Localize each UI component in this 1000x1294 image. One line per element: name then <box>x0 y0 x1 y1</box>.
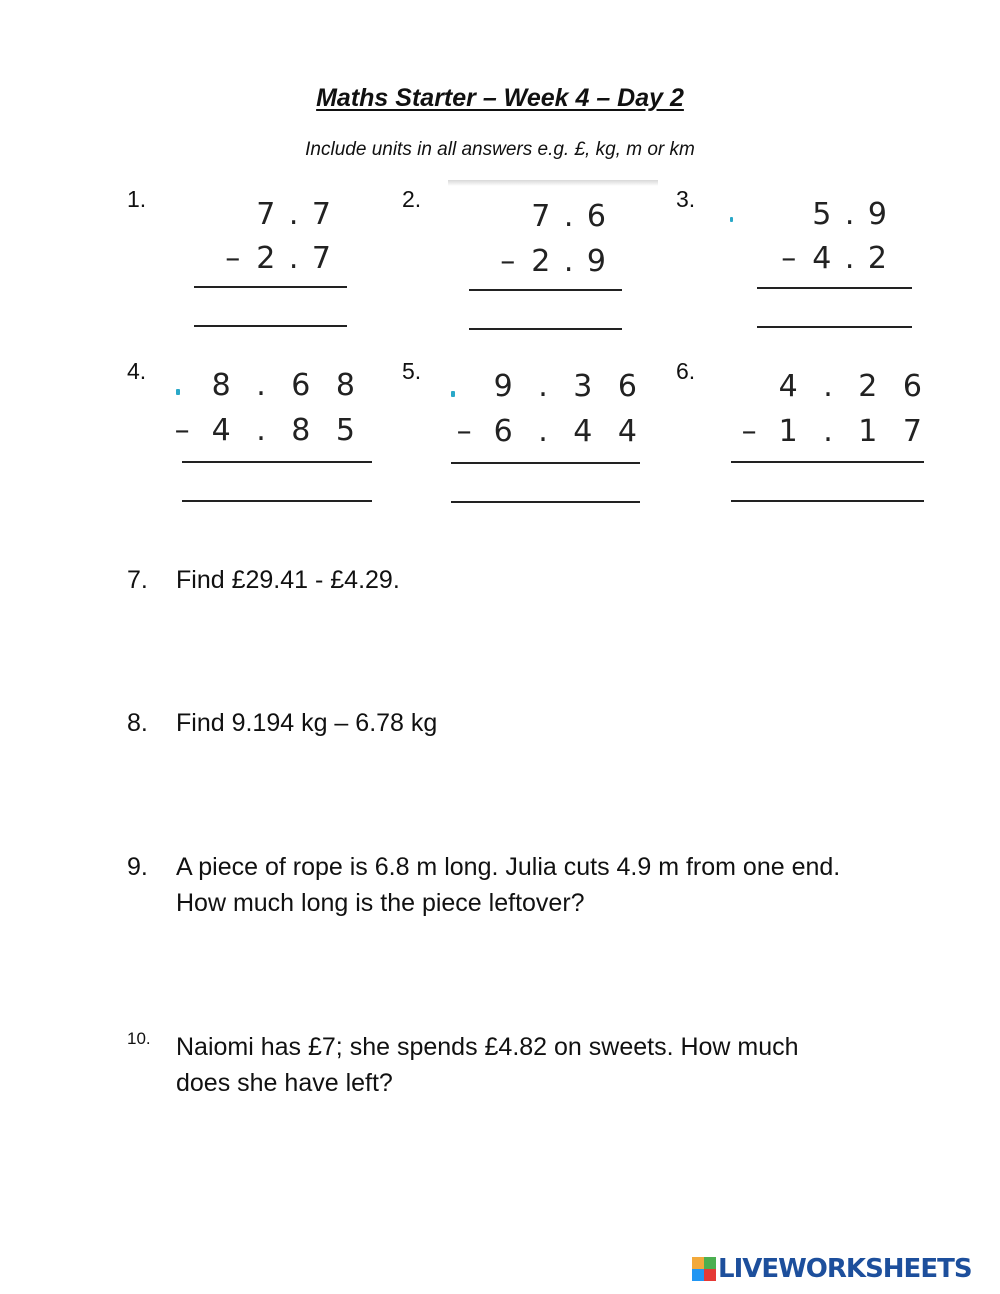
answer-line-bottom[interactable] <box>731 500 924 502</box>
problem-number: 3. <box>676 186 696 212</box>
column-subtraction-4 <box>175 367 375 517</box>
question-text: Find £29.41 - £4.29. <box>176 566 400 594</box>
answer-line-bottom[interactable] <box>194 325 347 327</box>
problem-number: 4. <box>127 358 147 384</box>
question-text-line-1: Naiomi has £7; she spends £4.82 on sweets. How much <box>176 1033 799 1061</box>
answer-line-top <box>194 286 347 288</box>
page-subtitle: Include units in all answers e.g. £, kg, m or km <box>305 139 695 160</box>
question-text-line-2: How much long is the piece leftover? <box>176 889 585 917</box>
word-problem-8 <box>127 705 947 741</box>
liveworksheets-logo[interactable] <box>692 1252 992 1286</box>
word-problem-7 <box>127 562 947 598</box>
problem-number: 1. <box>127 186 147 212</box>
minuend: 5 . 9 <box>812 197 889 232</box>
subtrahend-row: – 6 . 4 4 <box>456 414 645 449</box>
word-problem-9 <box>127 849 947 921</box>
column-subtraction-3 <box>712 195 912 345</box>
problem-number: 2. <box>402 186 422 212</box>
liveworksheets-icon <box>692 1257 716 1281</box>
answer-line-bottom[interactable] <box>757 326 912 328</box>
question-number: 9. <box>127 853 148 881</box>
answer-line-top <box>469 289 622 291</box>
answer-line-top <box>451 462 640 464</box>
subtrahend-row: – 1 . 1 7 <box>741 414 930 449</box>
answer-line-bottom[interactable] <box>469 328 622 330</box>
minuend: 4 . 2 6 <box>778 369 930 404</box>
problem-number: 6. <box>676 358 696 384</box>
question-text: Find 9.194 kg – 6.78 kg <box>176 709 438 737</box>
problem-number: 5. <box>402 358 422 384</box>
answer-line-bottom[interactable] <box>451 501 640 503</box>
question-number: 10. <box>127 1029 151 1048</box>
page-title: Maths Starter – Week 4 – Day 2 <box>316 84 684 112</box>
minuend: 8 . 6 8 <box>211 368 363 403</box>
column-subtraction-2 <box>425 197 625 347</box>
answer-line-top <box>757 287 912 289</box>
brand-name: LIVEWORKSHEETS <box>718 1254 972 1284</box>
subtrahend-row: – 4 . 2 <box>781 241 889 276</box>
subtrahend-row: – 4 . 8 5 <box>174 413 363 448</box>
answer-line-top <box>182 461 372 463</box>
minuend: 7 . 6 <box>531 199 608 234</box>
question-number: 8. <box>127 709 148 737</box>
answer-line-bottom[interactable] <box>182 500 372 502</box>
answer-line-top <box>731 461 924 463</box>
subtrahend-row: – 2 . 9 <box>500 244 608 279</box>
word-problem-10 <box>127 1029 947 1101</box>
column-subtraction-1 <box>150 195 350 345</box>
question-number: 7. <box>127 566 148 594</box>
minuend: 9 . 3 6 <box>493 369 645 404</box>
column-subtraction-5 <box>444 368 644 518</box>
question-text-line-1: A piece of rope is 6.8 m long. Julia cuts 4.9 m from one end. <box>176 853 841 881</box>
question-text-line-2: does she have left? <box>176 1069 393 1097</box>
column-subtraction-6 <box>728 368 928 518</box>
subtrahend-row: – 2 . 7 <box>225 241 333 276</box>
minuend: 7 . 7 <box>256 197 333 232</box>
scan-shadow <box>448 180 658 186</box>
